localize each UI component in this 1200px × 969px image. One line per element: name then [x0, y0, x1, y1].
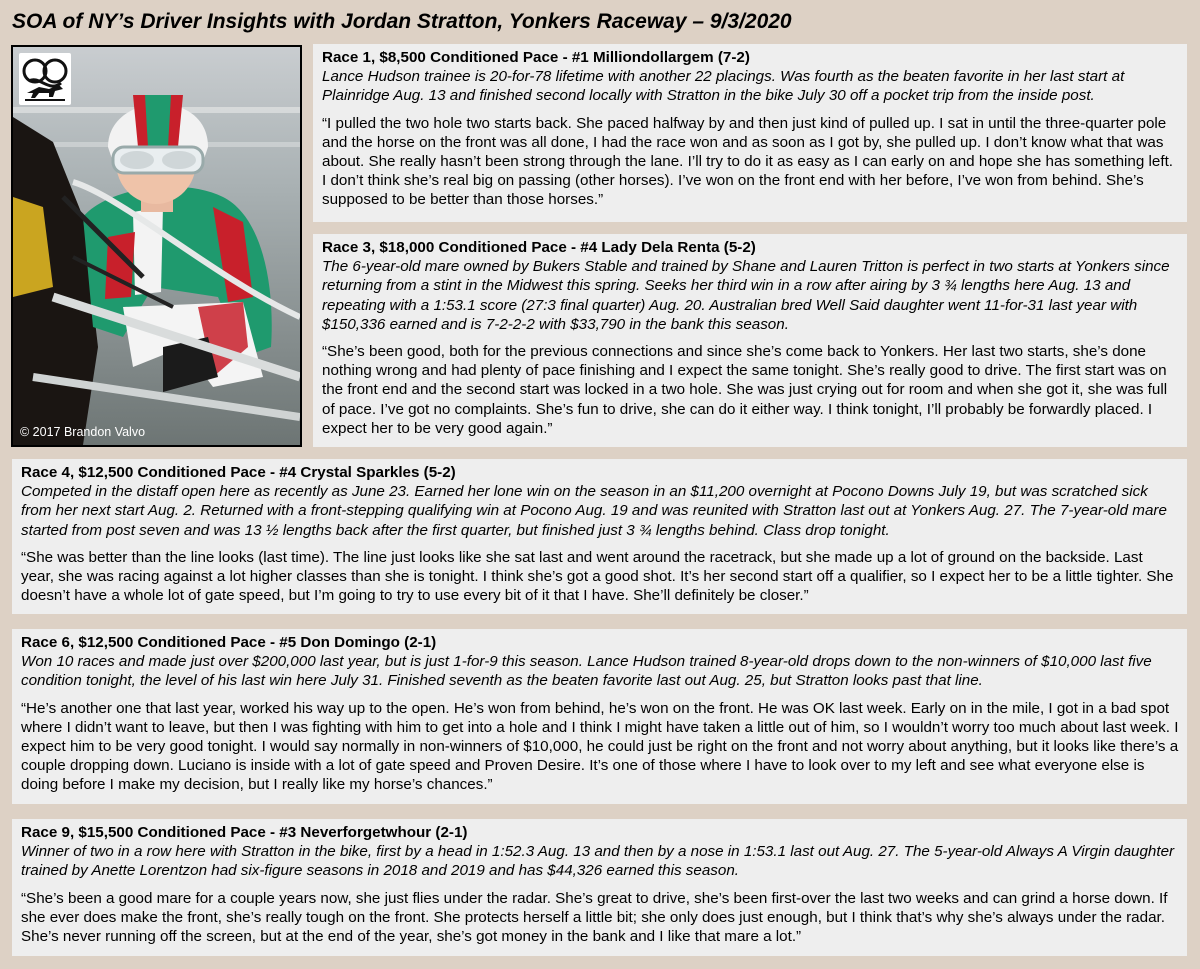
- driver-quote: “She was better than the line looks (last time). The line just looks like she sat last and went around the racetrack, but she made up a lot of ground on the backside. Last year, she was racing against a lot higher classes than she is tonight. I think she’s got a good shot. It’s her second start off a qualifier, so I expect her to be a little tighter. She doesn’t have a whole lot of gate speed, but I’m going to try to use every bit of it that I have. She’ll definitely be closer.”: [21, 548, 1174, 605]
- race-heading: Race 9, $15,500 Conditioned Pace - #3 Neverforgetwhour (2-1): [21, 824, 468, 841]
- race-card-1: [313, 44, 1187, 222]
- race-card-3: [313, 234, 1187, 447]
- race-card-9: [12, 819, 1187, 956]
- race-heading: Race 6, $12,500 Conditioned Pace - #5 Don Domingo (2-1): [21, 634, 437, 651]
- soa-trotting-horse-logo-icon: [19, 53, 71, 105]
- race-summary: Winner of two in a row here with Stratton in the bike, first by a head in 1:52.3 Aug. 13 and then by a nose in 1:53.1 last out Aug. 27. The 5-year-old Always A Virgin daughter trained by Anette Lorentzon had six-figure seasons in 2018 and 2019 and has $44,326 earned this season.: [21, 843, 1175, 880]
- page-title: SOA of NY’s Driver Insights with Jordan Stratton, Yonkers Raceway – 9/3/2020: [12, 10, 792, 33]
- driver-quote: “I pulled the two hole two starts back. She paced halfway by and then just kind of pulled up. I sat in until the three-quarter pole and the horse on the front was all done, I had the race won and as soon as I got by, she pulled up. I don’t know what that was about. She really hasn’t been strong through the lane. I’ll try to do it as easy as I can early on and hope she has something left. I don’t think she’s real big on passing (other horses). I’ve won on the front end with her before, I’ve won from behind. She’s supposed to be better than those horses.”: [322, 114, 1174, 209]
- driver-quote: “She’s been good, both for the previous connections and since she’s come back to Yonkers. Her last two starts, she’s done nothing wrong and had plenty of pace finishing and I expect the same tonight. She’s really good to drive. The first start was on the front end and the second start was locked in a two hole. She was just crying out for room and when she got it, she was full of pace. I’ve got no complaints. She’s fun to drive, she can do it either way. I think tonight, I’ll probably be forwardly placed. I expect her to be very good again.”: [322, 343, 1168, 437]
- race-heading: Race 4, $12,500 Conditioned Pace - #4 Crystal Sparkles (5-2): [21, 464, 456, 481]
- race-card-4: [12, 459, 1187, 614]
- race-heading: Race 3, $18,000 Conditioned Pace - #4 Lady Dela Renta (5-2): [322, 239, 756, 256]
- driver-quote: “He’s another one that last year, worked his way up to the open. He’s won from behind, he’s won on the front. He was OK last week. Early on in the mile, I got in a bad spot where I didn’t want to leave, but then I was fighting with him to get into a hole and I think I might have taken a little out of him, so I wouldn’t worry too much about last week. I expect him to be very good tonight. I would say normally in non-winners of $10,000, he could just be right on the front and not worry about anything, but it looks like there’s a couple dropping down. Luciano is inside with a lot of gate speed and Proven Desire. It’s one of those where I have to look over to my left and see what everyone else is doing before I make my decision, but I really like my horse’s chances.”: [21, 699, 1179, 794]
- race-summary: Competed in the distaff open here as recently as June 23. Earned her lone win on the season in an $11,200 overnight at Pocono Downs July 19, but was scratched sick from her next start Aug. 2. Returned with a front-stepping qualifying win at Pocono Aug. 19 and was reunited with Stratton last out at Yonkers Aug. 27. The 7-year-old mare started from post seven and was 13 ½ lengths back after the first quarter, but finished just 3 ¾ lengths behind. Class drop tonight.: [21, 483, 1167, 539]
- race-card-6: [12, 629, 1187, 804]
- driver-quote: “She’s been a good mare for a couple years now, she just flies under the radar. She’s great to drive, she’s been first-over the last two weeks and can grind a horse down. If she ever does make the front, she’s really tough on the front. She protects herself a little bit; she only does just enough, but I think that’s why she’s always under the radar. She’s never running off the screen, but at the end of the year, she’s got money in the bank and I like that mare a lot.”: [21, 889, 1168, 946]
- photo-credit: © 2017 Brandon Valvo: [20, 425, 146, 439]
- race-heading: Race 1, $8,500 Conditioned Pace - #1 Milliondollargem (7-2): [322, 49, 750, 66]
- race-summary: Won 10 races and made just over $200,000 last year, but is just 1-for-9 this season. Lance Hudson trained 8-year-old drops down to the non-winners of $10,000 last five condition tonight, the level of his last win here July 31. Finished seventh as the beaten favorite last out Aug. 25, but Stratton looks past that line.: [21, 653, 1152, 690]
- driver-photo: [11, 45, 302, 447]
- race-summary: Lance Hudson trainee is 20-for-78 lifetime with another 22 placings. Was fourth as the beaten favorite in her last start at Plainridge Aug. 13 and finished second locally with Stratton in the bike July 30 off a pocket trip from the inside post.: [322, 68, 1125, 105]
- driver-illustration: [13, 47, 300, 445]
- race-summary: The 6-year-old mare owned by Bukers Stable and trained by Shane and Lauren Tritton is perfect in two starts at Yonkers since returning from a stint in the Midwest this spring. Seeks her third win in a row after airing by 3 ¾ lengths here Aug. 13 and repeating with a 1:53.1 score (27:3 final quarter) Aug. 20. Australian bred Well Said daughter went 11-for-31 last year with $150,336 earned and is 7-2-2-2 with $33,790 in the bank this season.: [322, 258, 1170, 333]
